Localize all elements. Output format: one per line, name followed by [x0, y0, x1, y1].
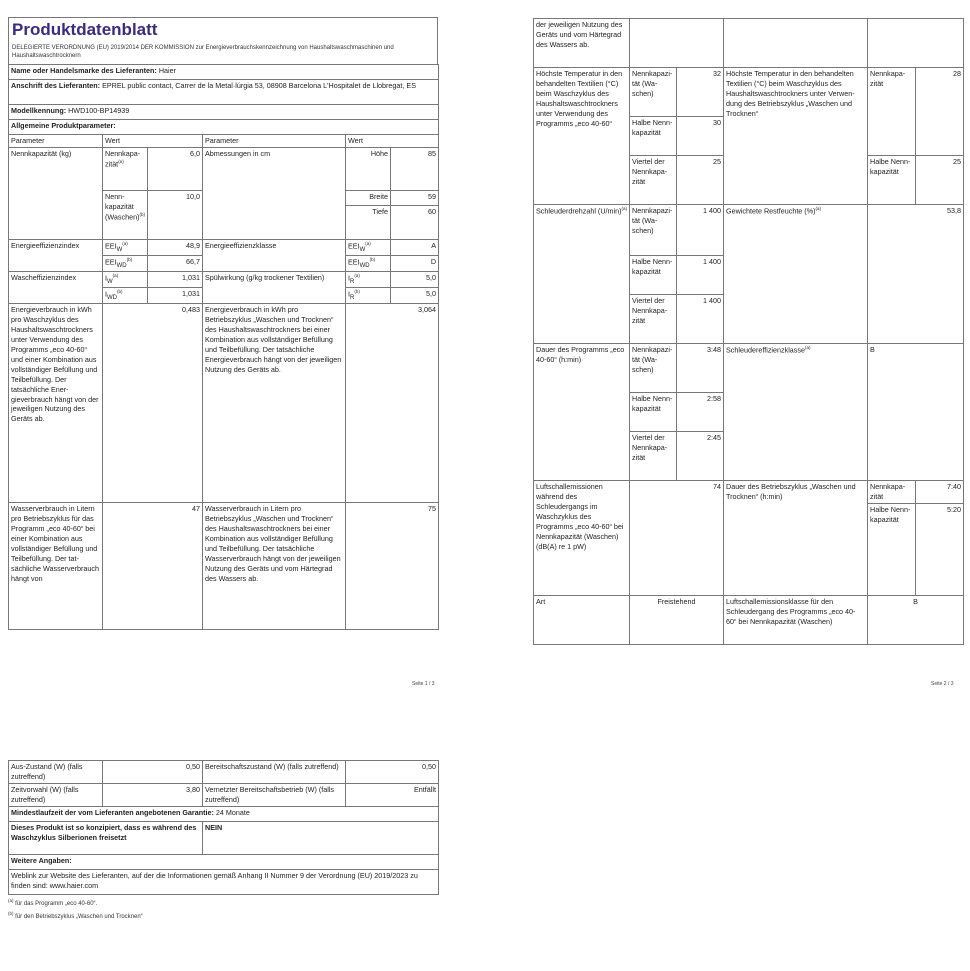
iwd-value: 1,031 [148, 288, 203, 304]
temp-nk-label: Nennkapazität (Waschen) [630, 68, 677, 117]
water-wash-value: 47 [103, 503, 203, 630]
capacity-wash-value: 10,0 [148, 190, 203, 239]
spin-half-value: 1 400 [677, 256, 724, 295]
type-value: Freistehend [630, 596, 724, 645]
energy-class-label: Energieeffizienzklasse [203, 239, 346, 271]
col-header-value-2: Wert [346, 134, 439, 147]
height-value: 85 [391, 147, 439, 190]
iw-value: 1,031 [148, 271, 203, 287]
footnote-b: $^{(b)}$ für den Betriebszyklus „Waschen und Trocknen“ [8, 910, 143, 920]
continued-text: der jeweiligen Nutzung des Geräts und vom Härtegrad des Wassers ab. [534, 19, 630, 68]
warranty-label: Mindestlaufzeit der vom Lieferanten angebotenen Garantie: [11, 808, 214, 817]
wash-efficiency-label: Wascheffizienzindex [9, 271, 103, 303]
temp-washdry-label: Höchste Temperatur in den behandelten Textilien (°C) beim Waschzyklus des Haushaltswaschtrockners unter Verwendung des Betriebszyklus „Waschen und Trocknen“ [724, 68, 868, 205]
temp-nk-value: 32 [677, 68, 724, 117]
capacity-sub-label: Nennkapazität$^{(a)}$ [103, 147, 148, 190]
temp-wd-nk-value: 28 [916, 68, 964, 156]
product-table-1 [8, 64, 439, 630]
temp-wd-half-label: Halbe Nennkapazität [868, 156, 916, 205]
height-label: Höhe [346, 147, 391, 190]
weblink-text: Weblink zur Website des Lieferanten, auf der die Informationen gemäß Anhang II Nummer 9 der Verordnung (EU) 2019/2023 zu finden sind: www.haier.com [9, 870, 439, 895]
water-washdry-label: Wasserverbrauch in Litern pro Betriebszyklus „Waschen und Trocknen“ des Haushaltswaschtrockners bei einer Kombination aus vollständiger Befüllung und Teilbefüllung. Der tatsächliche Wasserverbrauch hängt von der jeweiligen Nutzung des Geräts und vom Härtegrad des Wassers ab. [203, 503, 346, 630]
page-title: Produktdatenblatt [12, 20, 158, 39]
regulation-text: DELEGIERTE VERORDNUNG (EU) 2019/2014 DER KOMMISSION zur Energieverbrauchskennzeichnung von Haushaltswaschmaschinen und Haushaltswaschtrocknern [12, 45, 394, 60]
duration-nk-value: 3:48 [677, 344, 724, 393]
duration-wd-nk-value: 7:40 [916, 481, 964, 504]
page-number-1: Seite 1 / 3 [412, 681, 435, 687]
iw2-value: 5,0 [391, 271, 439, 287]
duration-label: Dauer des Programms „eco 40-60“ (h:min) [534, 344, 630, 481]
noise-class-value: B [868, 596, 964, 645]
page-2 [533, 18, 963, 645]
capacity-label: Nennkapazität (kg) [9, 147, 103, 239]
further-info-label: Weitere Angaben: [9, 855, 439, 870]
capacity-wash-sub-label: Nennkapazität (Waschen)$^{(b)}$ [103, 190, 148, 239]
col-header-value: Wert [103, 134, 203, 147]
footnotes [8, 897, 438, 922]
temp-wd-nk-label: Nennkapazität [868, 68, 916, 156]
col-header-parameter-2: Parameter [203, 134, 346, 147]
type-label: Art [534, 596, 630, 645]
moisture-value: 53,8 [868, 205, 964, 344]
footnote-a: $^{(a)}$ für das Programm „eco 40-60“. [8, 898, 98, 907]
address-label: Anschrift des Lieferanten: [11, 80, 101, 90]
energy-wash-value: 0,483 [103, 304, 203, 503]
model-value: HWD100-BP14939 [68, 105, 130, 115]
eei-w-value: 48,9 [148, 239, 203, 255]
temp-quarter-label: Viertel der Nennkapazität [630, 156, 677, 205]
depth-value: 60 [391, 205, 439, 239]
noise-value: 74 [630, 481, 724, 596]
eei-w-label: $EEI_W^{(a)}$ [103, 239, 148, 255]
eclass-wd-label: $EEI_{WD}^{(b)}$ [346, 255, 391, 271]
product-table-2 [533, 18, 964, 645]
warranty-value: 24 Monate [215, 808, 250, 817]
network-standby-label: Vernetzter Bereitschaftsbetrieb (W) (falls zutreffend) [203, 784, 346, 807]
spin-quarter-value: 1 400 [677, 295, 724, 344]
water-wash-label: Wasserverbrauch in Litern pro Betriebszyklus für das Programm „eco 40-60“ bei einer Kombination aus vollständiger Befüllung und Teilbefüllung. Der tatsächliche Wasserverbrauch hängt von [9, 503, 103, 630]
model-label: Modellkennung: [11, 105, 67, 115]
product-table-3 [8, 760, 439, 895]
duration-washdry-label: Dauer des Betriebszyklus „Waschen und Trocknen“ (h:min) [724, 481, 868, 596]
rinse-label: Spülwirkung (g/kg trockener Textilien) [203, 271, 346, 303]
duration-half-value: 2:58 [677, 393, 724, 432]
eei-wd-value: 66,7 [148, 255, 203, 271]
eclass-w-label: $EEI_W^{(a)}$ [346, 239, 391, 255]
duration-wd-half-label: Halbe Nennkapazität [868, 503, 916, 595]
spin-nk-label: Nennkapazität (Waschen) [630, 205, 677, 256]
page-number-2: Seite 2 / 3 [931, 681, 954, 687]
iw-label: $I_W^{(a)}$ [103, 271, 148, 287]
capacity-value: 6,0 [148, 147, 203, 190]
duration-wd-nk-label: Nennkapazität [868, 481, 916, 504]
standby-label: Bereitschaftszustand (W) (falls zutreffend) [203, 761, 346, 784]
iwd2-value: 5,0 [391, 288, 439, 304]
duration-half-label: Halbe Nennkapazität [630, 393, 677, 432]
energy-washdry-label: Energieverbrauch in kWh pro Betriebszyklus „Waschen und Trocknen“ des Haushaltswaschtrockners bei einer Kombination aus vollständiger Befüllung und Teilbefüllung. Der tatsächliche Energieverbrauch hängt von der jeweiligen Nutzung des Geräts ab. [203, 304, 346, 503]
off-mode-label: Aus-Zustand (W) (falls zutreffend) [9, 761, 103, 784]
spin-nk-value: 1 400 [677, 205, 724, 256]
iw2-label: $I_R^{(a)}$ [346, 271, 391, 287]
depth-label: Tiefe [346, 205, 391, 239]
spin-quarter-label: Viertel der Nennkapazität [630, 295, 677, 344]
iwd-label: $I_{WD}^{(b)}$ [103, 288, 148, 304]
energy-wash-label: Energieverbrauch in kWh pro Waschzyklus des Haushaltswaschtrockners unter Verwendung des Programms „eco 40-60“ und einer Kombination aus vollständiger Befüllung und Teilbefüllung. Der tatsächliche Energieverbrauch hängt von der jeweiligen Nutzung des Geräts ab. [9, 304, 103, 503]
temp-wd-half-value: 25 [916, 156, 964, 205]
standby-value: 0,50 [346, 761, 439, 784]
silver-ions-label: Dieses Produkt ist so konzipiert, dass es während des Waschzyklus Silberionen freisetzt [9, 822, 203, 855]
spin-class-label: Schleudereffizienzklasse$^{(a)}$ [724, 344, 868, 481]
duration-nk-label: Nennkapazität (Waschen) [630, 344, 677, 393]
col-header-parameter: Parameter [9, 134, 103, 147]
page-3 [8, 760, 438, 922]
network-standby-value: Entfällt [346, 784, 439, 807]
spin-class-value: B [868, 344, 964, 481]
delay-start-value: 3,80 [103, 784, 203, 807]
iwd2-label: $I_R^{(b)}$ [346, 288, 391, 304]
width-value: 59 [391, 190, 439, 205]
temp-half-label: Halbe Nennkapazität [630, 117, 677, 156]
duration-quarter-label: Viertel der Nennkapazität [630, 432, 677, 481]
noise-class-label: Luftschallemissionsklasse für den Schleudergang des Programms „eco 40-60“ bei Nennkapazität (Waschen) [724, 596, 868, 645]
spin-speed-label: Schleuderdrehzahl $(U/\min)^{(a)}$ [534, 205, 630, 344]
off-mode-value: 0,50 [103, 761, 203, 784]
general-params-heading: Allgemeine Produktparameter: [9, 119, 439, 134]
supplier-value: Haier [158, 65, 176, 75]
energy-washdry-value: 3,064 [346, 304, 439, 503]
eclass-wd-value: D [391, 255, 439, 271]
temp-wash-label: Höchste Temperatur in den behandelten Textilien (°C) beim Waschzyklus des Haushaltswaschtrockners unter Verwendung des Programms „eco 40-60“ [534, 68, 630, 205]
supplier-label: Name oder Handelsmarke des Lieferanten: [11, 65, 157, 75]
document-header [8, 17, 438, 64]
duration-quarter-value: 2:45 [677, 432, 724, 481]
width-label: Breite [346, 190, 391, 205]
eclass-w-value: A [391, 239, 439, 255]
temp-half-value: 30 [677, 117, 724, 156]
silver-ions-value: NEIN [203, 822, 439, 855]
eei-wd-label: $EEI_{WD}^{(b)}$ [103, 255, 148, 271]
temp-quarter-value: 25 [677, 156, 724, 205]
spin-half-label: Halbe Nennkapazität [630, 256, 677, 295]
water-washdry-value: 75 [346, 503, 439, 630]
delay-start-label: Zeitvorwahl (W) (falls zutreffend) [9, 784, 103, 807]
address-value: EPREL public contact, Carrer de la Metal·lúrgia 53, 08908 Barcelona L'Hospitalet de Llobregat, ES [102, 80, 417, 90]
moisture-label: Gewichtete Restfeuchte (%)$^{(a)}$ [724, 205, 868, 344]
eei-label: Energieeffizienzindex [9, 239, 103, 271]
duration-wd-half-value: 5:20 [916, 503, 964, 595]
dimensions-label: Abmessungen in cm [203, 147, 346, 239]
noise-label: Luftschallemissionen während des Schleudergangs im Waschzyklus des Programms „eco 40-60“ bei Nennkapazität (Waschen) (dB(A) re 1 pW) [534, 481, 630, 596]
page-1 [8, 17, 438, 630]
